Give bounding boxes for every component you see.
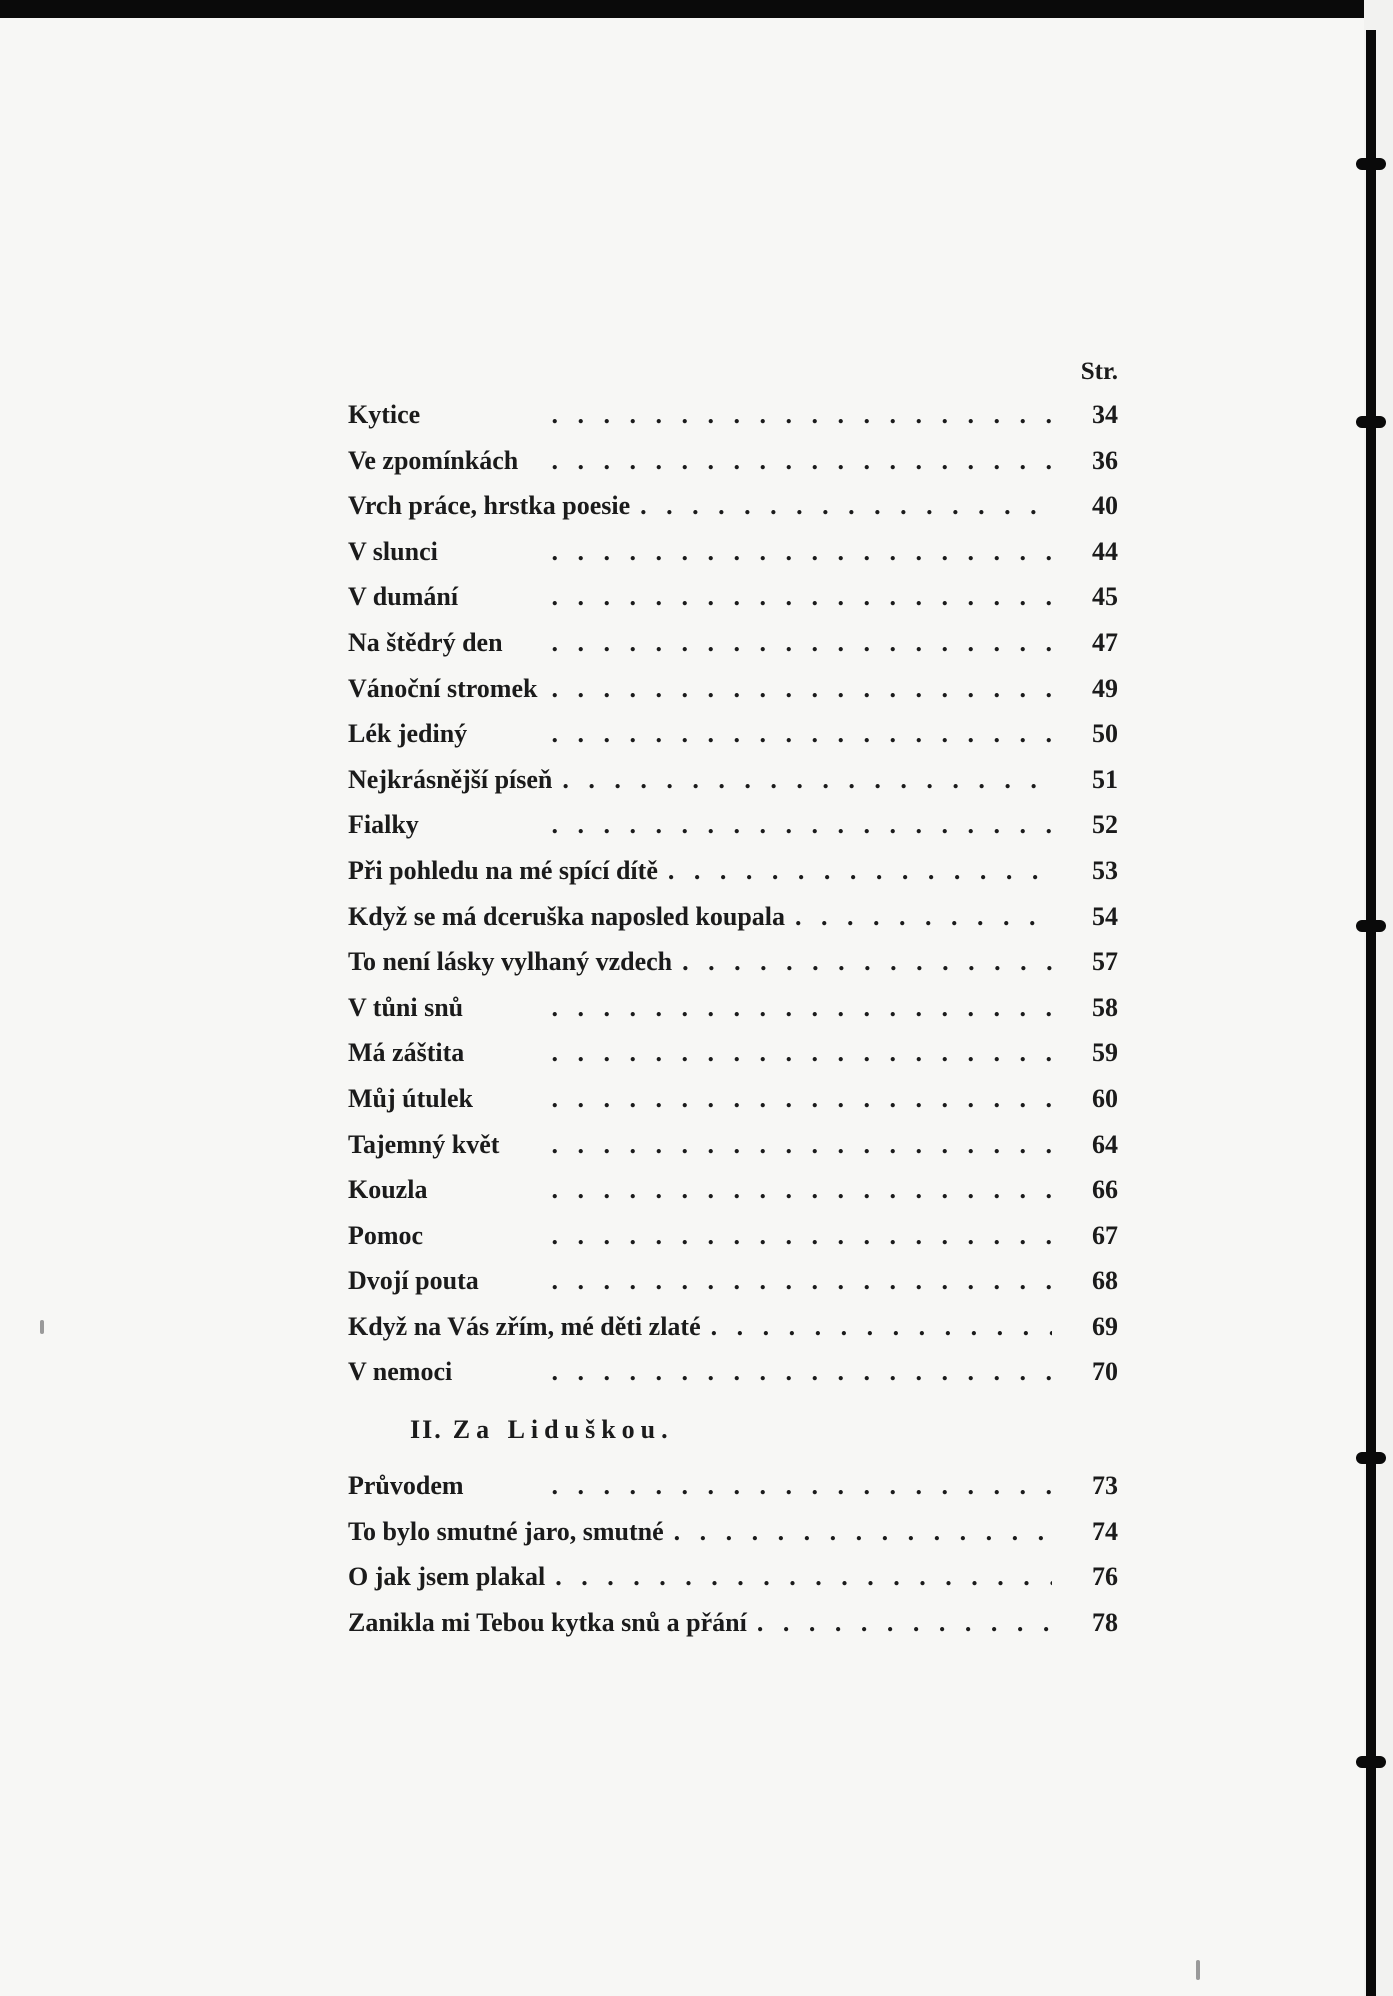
binding-mark — [1356, 1756, 1386, 1768]
dot-leader — [474, 1030, 1052, 1076]
entry-page-number: 74 — [1092, 1516, 1118, 1546]
entry-title: V nemoci — [348, 1357, 453, 1387]
entry-title: Když se má dceruška naposled koupala — [348, 901, 786, 931]
entry-page-number: 59 — [1092, 1038, 1118, 1068]
page-speck — [1196, 1960, 1200, 1980]
entry-page-number: 69 — [1092, 1311, 1118, 1341]
dot-leader — [429, 802, 1052, 848]
binding-line — [1366, 30, 1376, 1996]
binding-mark — [1356, 158, 1386, 170]
dot-leader — [477, 711, 1052, 757]
dot-leader — [547, 666, 1052, 712]
entry-page-number: 66 — [1092, 1175, 1118, 1205]
toc-entry — [348, 574, 1118, 620]
entry-page-number: 53 — [1092, 855, 1118, 885]
entry-page-number: 57 — [1092, 947, 1118, 977]
dot-leader — [528, 438, 1052, 484]
entry-title: Ve zpomínkách — [348, 445, 519, 475]
entry-title: Pomoc — [348, 1220, 424, 1250]
toc-entry — [348, 1304, 1118, 1350]
entry-page-number: 36 — [1092, 445, 1118, 475]
dot-leader — [674, 1509, 1052, 1555]
section-heading — [348, 1395, 1118, 1463]
section-title: Za Liduškou. — [452, 1415, 674, 1445]
entry-page-number: 76 — [1092, 1562, 1118, 1592]
dot-leader — [430, 392, 1052, 438]
entry-title: Lék jediný — [348, 719, 468, 749]
toc-entry — [348, 392, 1118, 438]
entry-page-number: 68 — [1092, 1266, 1118, 1296]
entry-page-number: 47 — [1092, 627, 1118, 657]
toc-entry — [348, 1213, 1118, 1259]
toc-entry — [348, 1554, 1118, 1600]
entry-page-number: 45 — [1092, 582, 1118, 612]
entry-title: Vánoční stromek — [348, 673, 538, 703]
toc-entries — [348, 392, 1118, 1395]
entry-title: V slunci — [348, 536, 438, 566]
dot-leader — [483, 1076, 1052, 1122]
entry-page-number: 73 — [1092, 1471, 1118, 1501]
dot-leader — [468, 574, 1052, 620]
entry-title: Když na Vás zřím, mé děti zlaté — [348, 1311, 701, 1341]
entry-title: Na štědrý den — [348, 627, 503, 657]
dot-leader — [711, 1304, 1052, 1350]
toc-entry — [348, 1463, 1118, 1509]
entry-page-number: 64 — [1092, 1129, 1118, 1159]
dot-leader — [682, 939, 1052, 985]
entry-title: V tůni snů — [348, 992, 464, 1022]
dot-leader — [640, 483, 1052, 529]
toc-entry — [348, 620, 1118, 666]
entry-title: Při pohledu na mé spící dítě — [348, 855, 658, 885]
dot-leader — [474, 1463, 1052, 1509]
entry-page-number: 60 — [1092, 1083, 1118, 1113]
binding-mark — [1356, 416, 1386, 428]
binding-mark — [1356, 1452, 1386, 1464]
entry-page-number: 34 — [1092, 400, 1118, 429]
toc-entry — [348, 1509, 1118, 1555]
toc-entry — [348, 848, 1118, 894]
toc-entry — [348, 1600, 1118, 1646]
entry-page-number: 40 — [1092, 491, 1118, 521]
toc-entry — [348, 1258, 1118, 1304]
toc-entry — [348, 1076, 1118, 1122]
entry-page-number: 49 — [1092, 673, 1118, 703]
dot-leader — [448, 529, 1052, 575]
toc-entry — [348, 894, 1118, 940]
dot-leader — [555, 1554, 1052, 1600]
page-speck — [40, 1320, 44, 1334]
toc-entry — [348, 1349, 1118, 1395]
entry-title: V dumání — [348, 582, 459, 612]
dot-leader — [757, 1600, 1052, 1646]
entry-page-number: 52 — [1092, 810, 1118, 840]
toc-entry — [348, 1122, 1118, 1168]
entry-title: Průvodem — [348, 1471, 464, 1501]
dot-leader — [513, 620, 1052, 666]
entry-title: Dvojí pouta — [348, 1266, 479, 1296]
dot-leader — [668, 848, 1052, 894]
toc-entry — [348, 939, 1118, 985]
entry-page-number: 78 — [1092, 1607, 1118, 1637]
entry-page-number: 51 — [1092, 764, 1118, 794]
toc-entry — [348, 438, 1118, 484]
entry-page-number: 70 — [1092, 1357, 1118, 1387]
entry-page-number: 58 — [1092, 992, 1118, 1022]
dot-leader — [433, 1213, 1052, 1259]
entry-title: Fialky — [348, 810, 419, 840]
entry-title: To není lásky vylhaný vzdech — [348, 947, 673, 977]
entry-title: Tajemný květ — [348, 1129, 500, 1159]
entry-title: Můj útulek — [348, 1083, 473, 1113]
toc-entry — [348, 666, 1118, 712]
section-number: II. — [410, 1415, 443, 1445]
dot-leader — [437, 1167, 1052, 1213]
dot-leader — [489, 1258, 1052, 1304]
entry-page-number: 54 — [1092, 901, 1118, 931]
entry-title: To bylo smutné jaro, smutné — [348, 1516, 664, 1546]
entry-page-number: 50 — [1092, 719, 1118, 749]
toc-entry — [348, 711, 1118, 757]
entry-title: Zanikla mi Tebou kytka snů a přání — [348, 1607, 747, 1637]
toc-entry — [348, 1030, 1118, 1076]
page-column-label: Str. — [1080, 358, 1118, 385]
toc-entry — [348, 985, 1118, 1031]
toc-entry — [348, 483, 1118, 529]
toc-entry — [348, 802, 1118, 848]
dot-leader — [473, 985, 1052, 1031]
toc-entry — [348, 529, 1118, 575]
entry-title: Vrch práce, hrstka poesie — [348, 491, 631, 521]
entry-title: Kytice — [348, 400, 421, 429]
dot-leader — [795, 894, 1052, 940]
toc-entry — [348, 1167, 1118, 1213]
entry-page-number: 44 — [1092, 536, 1118, 566]
entry-title: Kouzla — [348, 1175, 428, 1205]
dot-leader — [462, 1349, 1052, 1395]
entry-title: Má záštita — [348, 1038, 465, 1068]
section-entries — [348, 1463, 1118, 1645]
entry-title: Nejkrásnější píseň — [348, 764, 553, 794]
entry-page-number: 67 — [1092, 1220, 1118, 1250]
dot-leader — [562, 757, 1052, 803]
toc-entry — [348, 757, 1118, 803]
binding-mark — [1356, 920, 1386, 932]
entry-title: O jak jsem plakal — [348, 1562, 546, 1592]
toc-rows — [348, 392, 1118, 1645]
dot-leader — [509, 1122, 1052, 1168]
